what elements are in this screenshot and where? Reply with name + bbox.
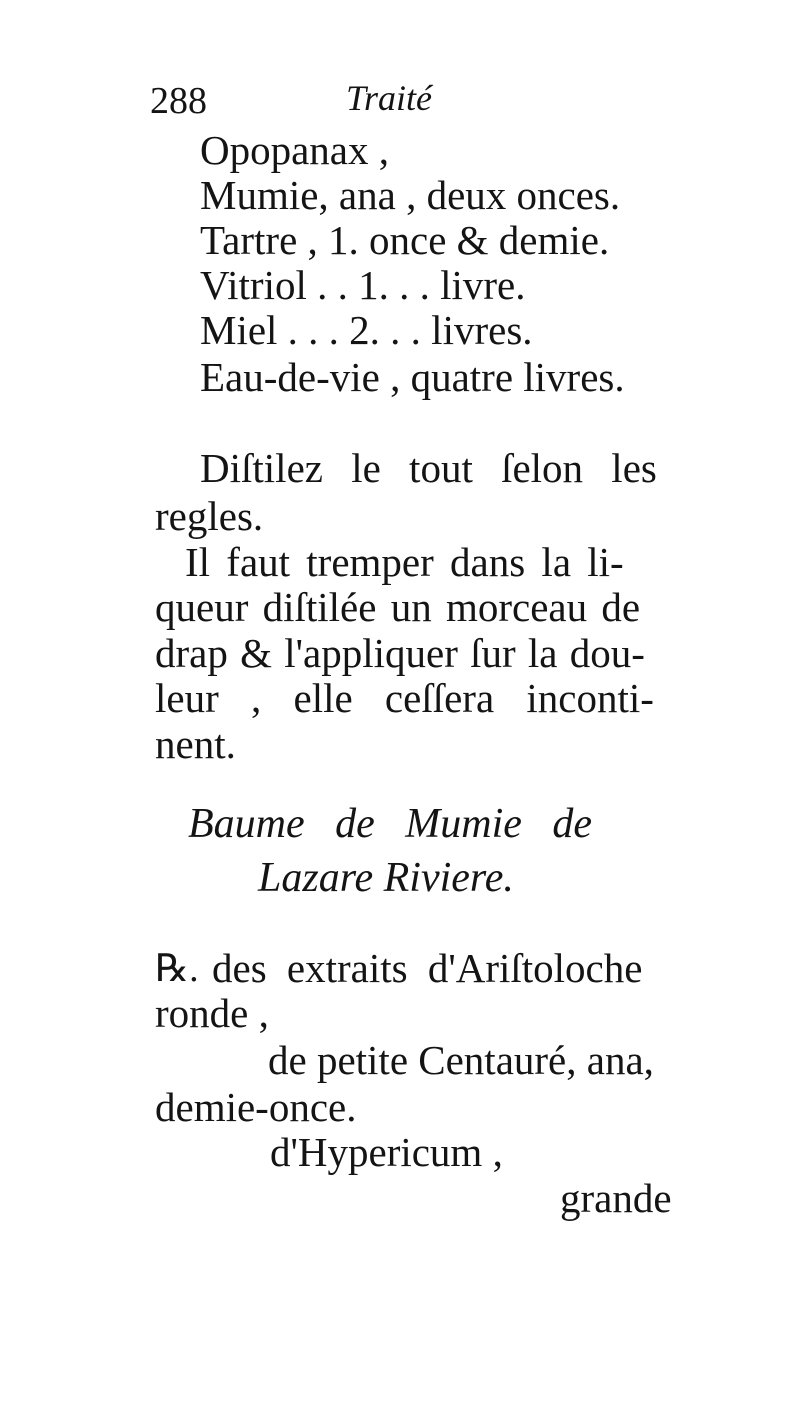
catchword: grande [560, 1175, 672, 1221]
ingredient-line: Tartre , 1. once & demie. [200, 217, 610, 263]
body-text-line: nent. [155, 721, 236, 767]
body-text-line: Il faut tremper dans la li- [185, 539, 624, 585]
recipe-line: demie-once. [155, 1084, 357, 1130]
ingredient-line: Opopanax , [200, 127, 390, 173]
ingredient-line: Eau-de-vie , quatre livres. [200, 354, 625, 400]
body-text-line: Diſtilez le tout ſelon les [200, 445, 657, 491]
recipe-line: d'Hypericum , [270, 1129, 503, 1175]
recipe-symbol: ℞. [155, 948, 199, 990]
section-heading-line: Baume de Mumie de [188, 801, 593, 847]
body-text-line: leur , elle ceſſera inconti- [155, 675, 654, 721]
recipe-line: des extraits d'Ariſtoloche [212, 945, 643, 991]
ingredient-line: Mumie, ana , deux onces. [200, 172, 621, 218]
page-number: 288 [150, 80, 207, 122]
body-text-line: drap & l'appliquer ſur la dou- [155, 630, 645, 676]
recipe-line: ronde , [155, 990, 269, 1036]
body-text-line: queur diſtilée un morceau de [155, 584, 641, 630]
running-title: Traité [346, 78, 433, 118]
body-text-line: regles. [155, 493, 264, 539]
section-heading-line: Lazare Riviere. [258, 855, 514, 901]
ingredient-line: Vitriol . . 1. . . livre. [200, 262, 526, 308]
ingredient-line: Miel . . . 2. . . livres. [200, 307, 533, 353]
recipe-line: de petite Centauré, ana, [268, 1037, 654, 1083]
